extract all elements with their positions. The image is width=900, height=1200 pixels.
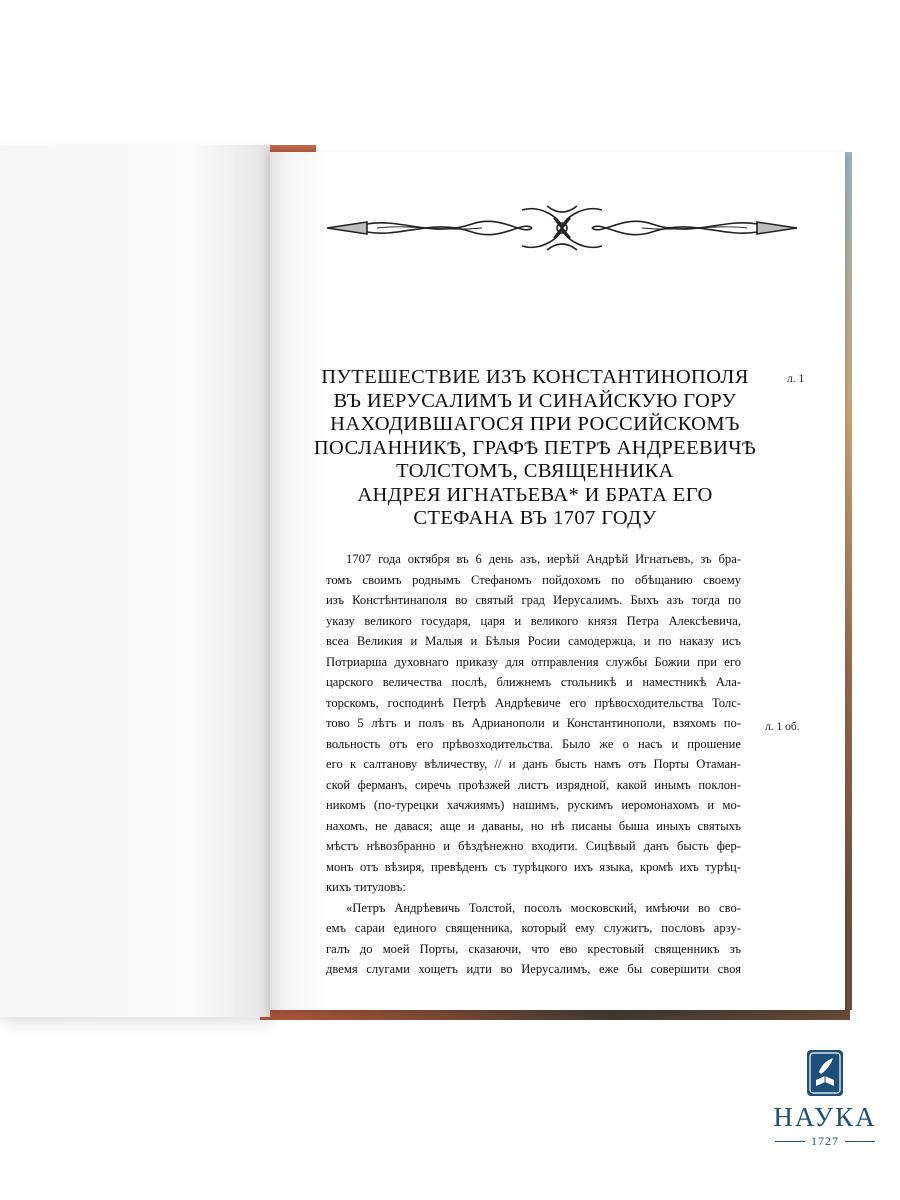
text-line: ской ферманъ, сиречь проѣзжей листъ изрядной, какой инымъ поклон-: [326, 777, 741, 792]
text-line: никомъ (по-турецки хачжиямъ) нашимъ, рускимъ иеромонахомъ и мо-: [326, 798, 741, 812]
text-line: томъ своимъ роднымъ Стефаномъ пойдохомъ по обѣщанию своему: [326, 572, 741, 587]
publisher-year-row: [770, 1134, 880, 1149]
text-line: нахомъ, не давася; аще и даваны, но нѣ писаны быша иныхъ святыхъ: [326, 818, 741, 833]
title-line: ПОСЛАННИКѢ, ГРАФѢ ПЕТРѢ АНДРЕЕВИЧѢ: [313, 436, 757, 459]
publisher-logo: [770, 1050, 880, 1160]
text-line: указу великого государя, царя и великого князя Петра Алексѣевича,: [326, 613, 741, 628]
chapter-title: [300, 366, 770, 531]
publisher-name: НАУКА: [773, 1102, 877, 1132]
title-line: АНДРЕЯ ИГНАТЬЕВА* И БРАТА ЕГО: [357, 483, 713, 506]
text-line: его к салтанову вѣличеству, // и данъ бысть намъ отъ Порты Отаман-: [326, 757, 741, 771]
text-line: царского величества послѣ, ближнемъ стольникѣ и наместникѣ Ала-: [326, 675, 741, 689]
text-line: двемя слугами хощетъ идти во Иерусалимъ, еже бы совершити своя: [326, 962, 741, 976]
margin-note-folio-1: л. 1: [787, 373, 805, 385]
left-page: [0, 145, 270, 1017]
title-line: ВЪ ИЕРУСАЛИМЪ И СИНАЙСКУЮ ГОРУ: [333, 389, 737, 412]
book-emblem-icon: [807, 1050, 843, 1096]
title-line: НАХОДИВШАГОСЯ ПРИ РОССИЙСКОМЪ: [330, 413, 740, 435]
decorative-headpiece: [322, 200, 802, 256]
divider: [845, 1141, 875, 1143]
text-line: всеа Великия и Малыя и Бѣлыя Росии самодержца, и по наказу исъ: [326, 634, 741, 648]
text-line: монъ отъ вѣзиря, превѣденъ съ турѣцкого ихъ языка, кромѣ ихъ турѣц-: [326, 859, 741, 874]
text-line: вольность отъ его прѣвозходительства. Было же о насъ и прошение: [326, 736, 741, 751]
text-line: емъ сараи единого священника, который ему служитъ, пословъ арзу-: [326, 921, 741, 935]
text-line: «Петръ Андрѣевичь Толстой, посолъ московский, имѣючи во сво-: [346, 900, 741, 915]
divider: [775, 1141, 805, 1143]
title-line: ТОЛСТОМЪ, СВЯЩЕННИКА: [396, 460, 674, 482]
margin-note-folio-1-verso: л. 1 об.: [765, 721, 800, 733]
text-line: мѣстъ нѣвозбранно и бѣздѣнежно входити. Сицѣвый данъ бысть фер-: [326, 839, 741, 853]
body-text: [326, 549, 741, 980]
text-line: галъ до моей Порты, сказаючи, что ево крестовый священникъ зъ: [326, 941, 741, 956]
text-line: торскомъ, господинѣ Петрѣ Андрѣевиче его прѣвосходительства Толс-: [326, 695, 741, 710]
title-line: СТЕФАНА ВЪ 1707 ГОДУ: [413, 507, 657, 529]
title-line: ПУТЕШЕСТВИЕ ИЗЪ КОНСТАНТИНОПОЛЯ: [321, 366, 749, 388]
text-line: изъ Констѣнтинаполя во святый град Иерусалимъ. Быхъ азъ тогда по: [326, 593, 741, 607]
text-line: 1707 года октября въ 6 день азъ, иерѣй Андрѣй Игнатьевъ, зъ бра-: [346, 552, 741, 566]
text-line: Потриарша духовнаго приказу для отправления службы Божии при его: [326, 654, 741, 669]
publisher-year: 1727: [811, 1134, 839, 1148]
text-line: тово 5 лѣтъ и полъ въ Адрианополи и Константинополи, взяхомъ по-: [326, 716, 741, 730]
text-line: кихъ титуловъ:: [326, 880, 406, 894]
